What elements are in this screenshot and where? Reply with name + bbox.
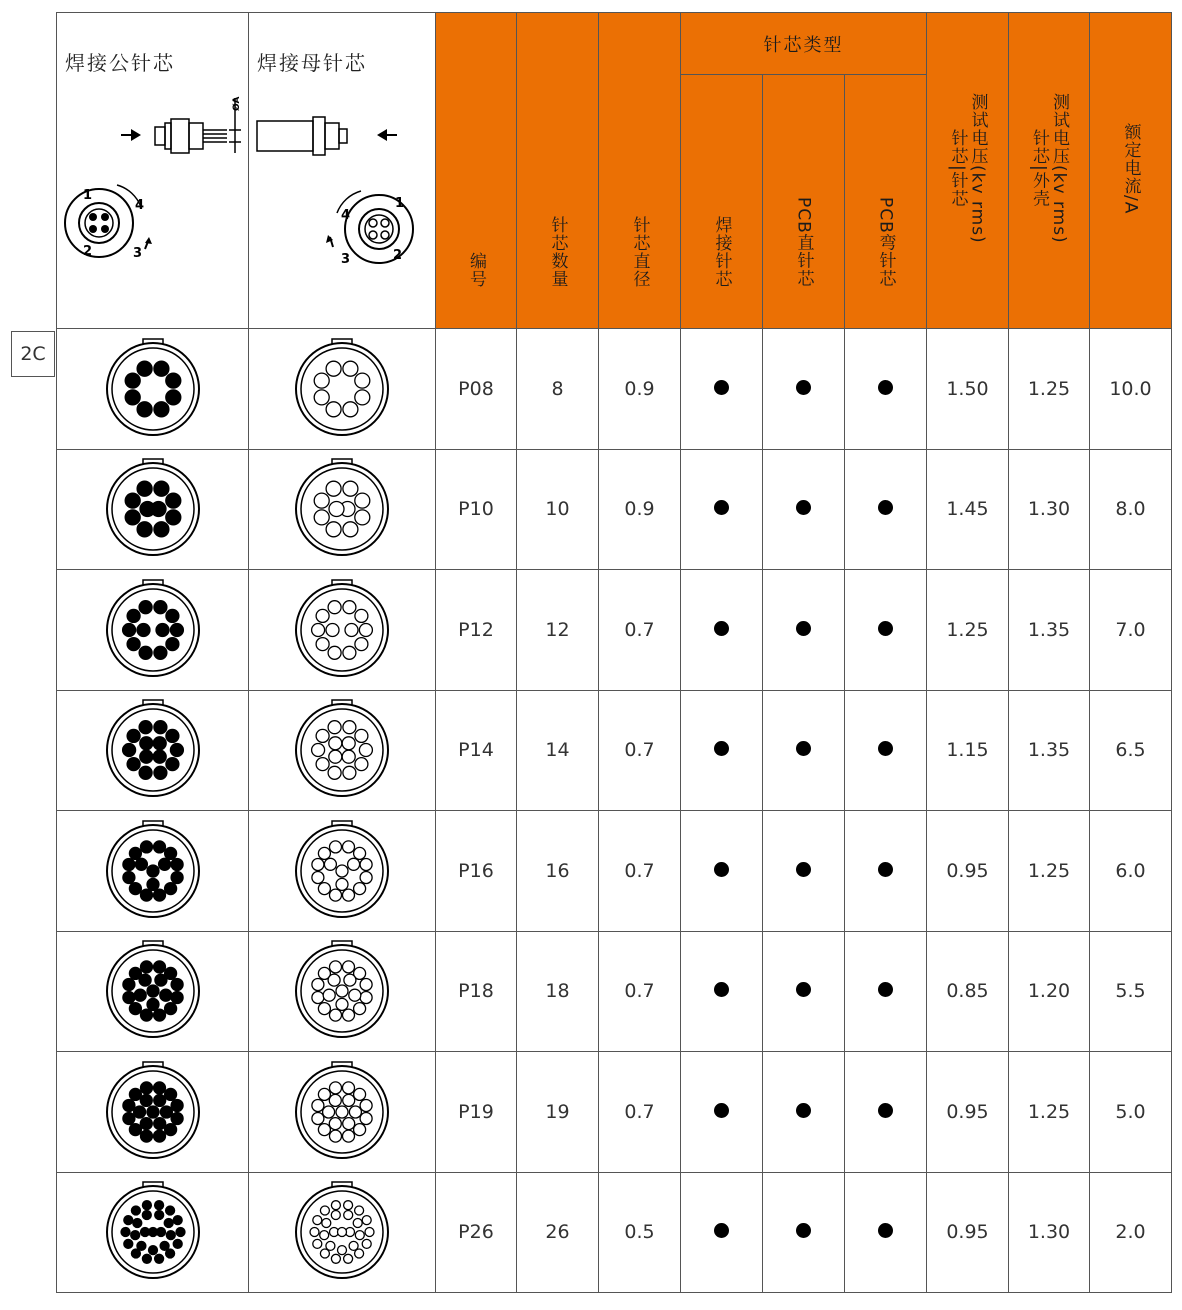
male-pin-face-icon xyxy=(101,337,205,441)
cell-current: 2.0 xyxy=(1090,1172,1172,1293)
cell-pcb-straight xyxy=(763,1052,845,1173)
cell-count: 12 xyxy=(517,570,599,691)
male-pin-label-4: 4 xyxy=(135,198,145,213)
cell-v-shell: 1.30 xyxy=(1009,1172,1090,1293)
cell-solder xyxy=(681,931,763,1052)
header-row-top xyxy=(57,13,1172,75)
cell-pcb-bent xyxy=(845,931,927,1052)
table-body xyxy=(57,329,1172,1293)
dim-label: ØA xyxy=(232,96,242,111)
available-dot-icon xyxy=(878,1223,893,1238)
female-pin-face-icon xyxy=(290,578,394,682)
col-type-solder: 焊接针芯 xyxy=(681,75,763,329)
cell-diameter: 0.7 xyxy=(599,690,681,811)
cell-current: 8.0 xyxy=(1090,449,1172,570)
male-pin-drawing xyxy=(57,13,249,329)
female-pin-face-icon xyxy=(290,939,394,1043)
female-face-cell xyxy=(249,690,436,811)
available-dot-icon xyxy=(714,1103,729,1118)
available-dot-icon xyxy=(796,1103,811,1118)
col-type-pcb-bent: PCB弯针芯 xyxy=(845,75,927,329)
available-dot-icon xyxy=(796,500,811,515)
female-pin-header xyxy=(249,13,436,329)
female-face-cell xyxy=(249,1052,436,1173)
cell-diameter: 0.7 xyxy=(599,570,681,691)
col-code: 编号 xyxy=(436,13,517,329)
cell-current: 6.0 xyxy=(1090,811,1172,932)
col-pin-diameter: 针芯直径 xyxy=(599,13,681,329)
cell-code: P16 xyxy=(436,811,517,932)
cell-diameter: 0.7 xyxy=(599,811,681,932)
col-type-pcb-straight: PCB直针芯 xyxy=(763,75,845,329)
available-dot-icon xyxy=(878,862,893,877)
cell-code: P26 xyxy=(436,1172,517,1293)
available-dot-icon xyxy=(796,982,811,997)
cell-v-shell: 1.25 xyxy=(1009,811,1090,932)
cell-v-shell: 1.25 xyxy=(1009,329,1090,450)
available-dot-icon xyxy=(796,1223,811,1238)
cell-pcb-straight xyxy=(763,931,845,1052)
cell-count: 19 xyxy=(517,1052,599,1173)
cell-solder xyxy=(681,449,763,570)
cell-diameter: 0.7 xyxy=(599,931,681,1052)
cell-pcb-bent xyxy=(845,811,927,932)
cell-v-pin: 0.95 xyxy=(927,1052,1009,1173)
available-dot-icon xyxy=(714,1223,729,1238)
female-pin-label-3: 3 xyxy=(341,252,351,267)
cell-code: P19 xyxy=(436,1052,517,1173)
cell-count: 14 xyxy=(517,690,599,811)
female-face-cell xyxy=(249,449,436,570)
cell-v-shell: 1.35 xyxy=(1009,570,1090,691)
female-pin-face-icon xyxy=(290,819,394,923)
cell-v-shell: 1.20 xyxy=(1009,931,1090,1052)
col-pin-count: 针芯数量 xyxy=(517,13,599,329)
available-dot-icon xyxy=(878,500,893,515)
cell-code: P10 xyxy=(436,449,517,570)
male-pin-face-icon xyxy=(101,698,205,802)
cell-v-shell: 1.25 xyxy=(1009,1052,1090,1173)
cell-pcb-straight xyxy=(763,449,845,570)
table-row xyxy=(57,1172,1172,1293)
cell-pcb-straight xyxy=(763,329,845,450)
cell-v-pin: 1.15 xyxy=(927,690,1009,811)
female-pin-label-4: 4 xyxy=(341,208,351,223)
female-pin-label-1: 1 xyxy=(395,196,405,211)
cell-pcb-bent xyxy=(845,449,927,570)
female-title: 焊接母针芯 xyxy=(257,51,367,75)
cell-diameter: 0.9 xyxy=(599,329,681,450)
cell-count: 16 xyxy=(517,811,599,932)
cell-pcb-bent xyxy=(845,570,927,691)
col-test-voltage-pin-pin: 测试电压(kv rms) 针芯|针芯 xyxy=(927,13,1009,329)
table-row xyxy=(57,329,1172,450)
cell-pcb-bent xyxy=(845,329,927,450)
section-tag: 2C xyxy=(11,331,55,377)
available-dot-icon xyxy=(796,380,811,395)
available-dot-icon xyxy=(714,862,729,877)
cell-v-pin: 0.85 xyxy=(927,931,1009,1052)
available-dot-icon xyxy=(714,380,729,395)
available-dot-icon xyxy=(796,741,811,756)
male-face-cell xyxy=(57,811,249,932)
cell-current: 10.0 xyxy=(1090,329,1172,450)
table-row xyxy=(57,570,1172,691)
cell-v-pin: 1.25 xyxy=(927,570,1009,691)
cell-v-shell: 1.30 xyxy=(1009,449,1090,570)
male-pin-label-2: 2 xyxy=(83,244,93,259)
cell-solder xyxy=(681,690,763,811)
cell-pcb-bent xyxy=(845,1172,927,1293)
female-face-cell xyxy=(249,1172,436,1293)
cell-diameter: 0.9 xyxy=(599,449,681,570)
connector-spec-table xyxy=(56,12,1172,1293)
male-pin-face-icon xyxy=(101,457,205,561)
cell-pcb-straight xyxy=(763,811,845,932)
available-dot-icon xyxy=(878,621,893,636)
male-face-cell xyxy=(57,1172,249,1293)
cell-count: 18 xyxy=(517,931,599,1052)
available-dot-icon xyxy=(714,741,729,756)
available-dot-icon xyxy=(714,982,729,997)
female-pin-face-icon xyxy=(290,457,394,561)
cell-count: 10 xyxy=(517,449,599,570)
table-row xyxy=(57,449,1172,570)
female-face-cell xyxy=(249,811,436,932)
available-dot-icon xyxy=(878,741,893,756)
female-face-cell xyxy=(249,329,436,450)
cell-pcb-bent xyxy=(845,1052,927,1173)
male-face-cell xyxy=(57,570,249,691)
male-face-cell xyxy=(57,449,249,570)
male-face-cell xyxy=(57,690,249,811)
available-dot-icon xyxy=(878,982,893,997)
cell-pcb-straight xyxy=(763,690,845,811)
cell-solder xyxy=(681,1052,763,1173)
available-dot-icon xyxy=(714,621,729,636)
male-pin-face-icon xyxy=(101,578,205,682)
cell-solder xyxy=(681,1172,763,1293)
male-pin-face-icon xyxy=(101,1060,205,1164)
cell-v-shell: 1.35 xyxy=(1009,690,1090,811)
insert-arrow-icon xyxy=(121,129,141,141)
table-row xyxy=(57,690,1172,811)
cell-v-pin: 1.50 xyxy=(927,329,1009,450)
table-row xyxy=(57,811,1172,932)
female-pin-label-2: 2 xyxy=(393,248,403,263)
available-dot-icon xyxy=(796,862,811,877)
cell-code: P14 xyxy=(436,690,517,811)
female-pin-face-icon xyxy=(290,1180,394,1284)
cell-solder xyxy=(681,329,763,450)
female-face-cell xyxy=(249,570,436,691)
cell-code: P08 xyxy=(436,329,517,450)
table-row xyxy=(57,1052,1172,1173)
cell-count: 8 xyxy=(517,329,599,450)
male-face-cell xyxy=(57,1052,249,1173)
insert-arrow-icon xyxy=(377,129,397,141)
cell-current: 5.5 xyxy=(1090,931,1172,1052)
female-pin-face-icon xyxy=(290,1060,394,1164)
col-pin-type-group: 针芯类型 xyxy=(681,13,927,75)
cell-diameter: 0.5 xyxy=(599,1172,681,1293)
col-test-voltage-pin-shell: 测试电压(kv rms) 针芯|外壳 xyxy=(1009,13,1090,329)
male-connector-side-icon xyxy=(155,98,241,153)
cell-count: 26 xyxy=(517,1172,599,1293)
available-dot-icon xyxy=(878,380,893,395)
male-pin-face-icon xyxy=(101,819,205,923)
cell-code: P12 xyxy=(436,570,517,691)
male-title: 焊接公针芯 xyxy=(65,51,175,75)
female-pin-face-icon xyxy=(290,698,394,802)
cell-solder xyxy=(681,570,763,691)
cell-v-pin: 1.45 xyxy=(927,449,1009,570)
female-connector-side-icon xyxy=(257,117,347,155)
cell-solder xyxy=(681,811,763,932)
male-pin-label-1: 1 xyxy=(83,188,93,203)
cell-pcb-bent xyxy=(845,690,927,811)
female-pin-face-icon xyxy=(290,337,394,441)
cell-current: 6.5 xyxy=(1090,690,1172,811)
cell-current: 7.0 xyxy=(1090,570,1172,691)
female-pin-drawing xyxy=(249,13,436,329)
male-pin-label-3: 3 xyxy=(133,246,143,261)
available-dot-icon xyxy=(878,1103,893,1118)
cell-diameter: 0.7 xyxy=(599,1052,681,1173)
cell-code: P18 xyxy=(436,931,517,1052)
available-dot-icon xyxy=(796,621,811,636)
col-rated-current: 额定电流/A xyxy=(1090,13,1172,329)
male-pin-face-icon xyxy=(101,1180,205,1284)
table-row xyxy=(57,931,1172,1052)
female-face-cell xyxy=(249,931,436,1052)
cell-pcb-straight xyxy=(763,570,845,691)
male-pin-face-icon xyxy=(101,939,205,1043)
cell-pcb-straight xyxy=(763,1172,845,1293)
male-face-cell xyxy=(57,329,249,450)
cell-v-pin: 0.95 xyxy=(927,811,1009,932)
available-dot-icon xyxy=(714,500,729,515)
cell-current: 5.0 xyxy=(1090,1052,1172,1173)
male-pin-header xyxy=(57,13,249,329)
cell-v-pin: 0.95 xyxy=(927,1172,1009,1293)
male-face-cell xyxy=(57,931,249,1052)
